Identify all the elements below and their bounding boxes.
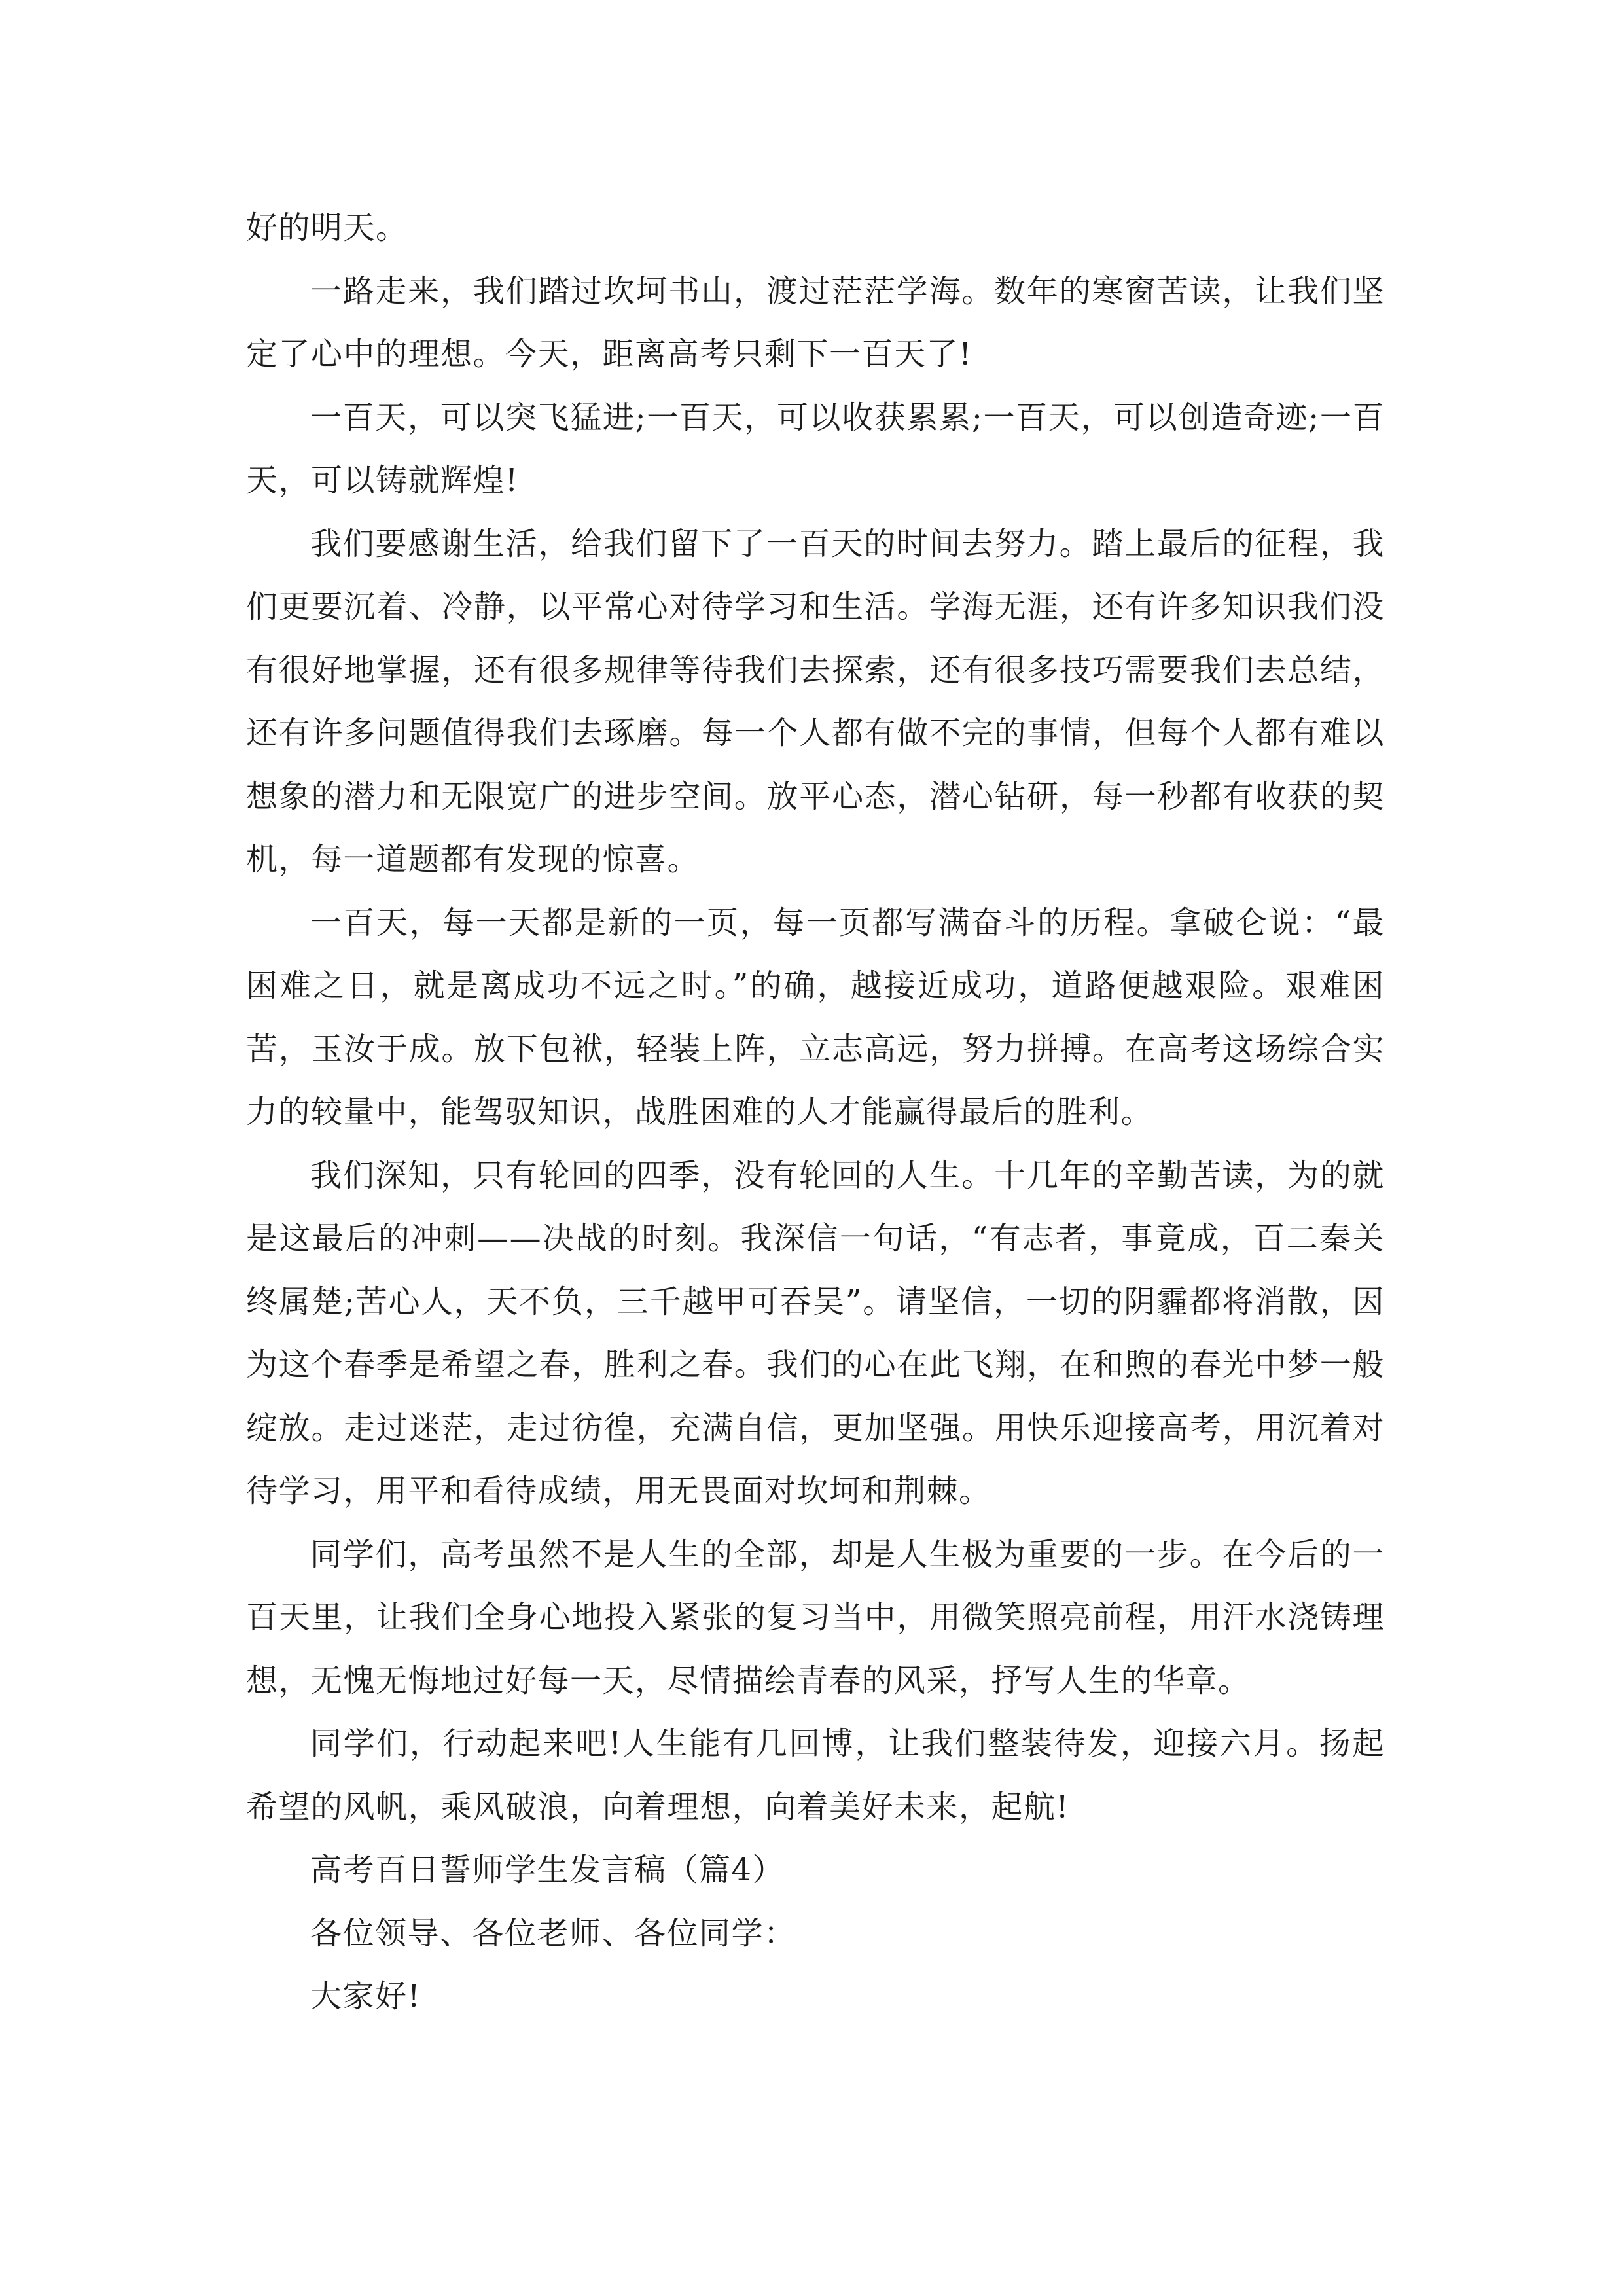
paragraph-continuation: 好的明天。 (246, 209, 408, 246)
section-heading: 高考百日誓师学生发言稿（篇4） (310, 1852, 785, 1888)
paragraph-napoleon-quote: 一百天，每一天都是新的一页，每一页都写满奋斗的历程。拿破仑说：“最困难之日，就是离成功不远之时。”的确，越接近成功，道路便越艰险。艰难困苦，玉汝于成。放下包袱，轻装上阵，立志高远，努力拼搏。在高考这场综合实力的较量中，能驾驭知识，战胜困难的人才能赢得最后的胜利。 (246, 904, 1385, 1130)
paragraph-gratitude: 我们要感谢生活，给我们留下了一百天的时间去努力。踏上最后的征程，我们更要沉着、冷静，以平常心对待学习和生活。学海无涯，还有许多知识我们没有很好地掌握，还有很多规律等待我们去探索，还有很多技巧需要我们去总结，还有许多问题值得我们去琢磨。每一个人都有做不完的事情，但每个人都有难以想象的潜力和无限宽广的进步空间。放平心态，潜心钻研，每一秒都有收获的契机，每一道题都有发现的惊喜。 (246, 525, 1385, 878)
paragraph-hundred-days: 一百天，可以突飞猛进;一百天，可以收获累累;一百天，可以创造奇迹;一百天，可以铸就辉煌! (246, 399, 1385, 499)
paragraph-seasons: 我们深知，只有轮回的四季，没有轮回的人生。十几年的辛勤苦读，为的就是这最后的冲刺——决战的时刻。我深信一句话，“有志者，事竟成，百二秦关终属楚;苦心人，天不负，三千越甲可吞吴”。请坚信，一切的阴霾都将消散，因为这个春季是希望之春，胜利之春。我们的心在此飞翔，在和煦的春光中梦一般绽放。走过迷茫，走过彷徨，充满自信，更加坚强。用快乐迎接高考，用沉着对待学习，用平和看待成绩，用无畏面对坎坷和荆棘。 (246, 1157, 1385, 1509)
salutation: 各位领导、各位老师、各位同学： (310, 1914, 796, 1952)
paragraph-call-to-action: 同学们，行动起来吧!人生能有几回博，让我们整装待发，迎接六月。扬起希望的风帆，乘风破浪，向着理想，向着美好未来，起航! (246, 1725, 1385, 1825)
paragraph-journey: 一路走来，我们踏过坎坷书山，渡过茫茫学海。数年的寒窗苦读，让我们坚定了心中的理想。今天，距离高考只剩下一百天了! (246, 272, 1385, 372)
document-body (246, 196, 1385, 2028)
greeting: 大家好! (310, 1978, 421, 2015)
paragraph-classmates: 同学们，高考虽然不是人生的全部，却是人生极为重要的一步。在今后的一百天里，让我们全身心地投入紧张的复习当中，用微笑照亮前程，用汗水浇铸理想，无愧无悔地过好每一天，尽情描绘青春的风采，抒写人生的华章。 (246, 1535, 1385, 1699)
